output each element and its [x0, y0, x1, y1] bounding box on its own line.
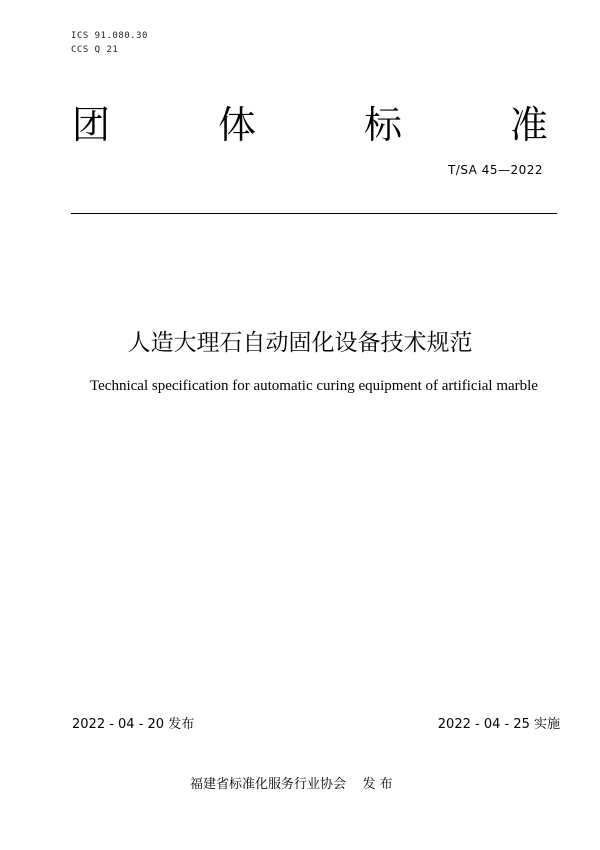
standard-type-char: 标	[363, 103, 402, 147]
english-title: Technical specification for automatic curing equipment of artificial marble	[90, 378, 538, 394]
implementation-date: 2022 - 04 - 25 实施	[437, 717, 560, 732]
standard-type-char: 准	[509, 103, 548, 147]
standard-type-char: 团	[72, 103, 111, 147]
standard-type-char: 体	[217, 103, 256, 147]
publisher: 福建省标准化服务行业协会 发 布	[190, 777, 393, 792]
issue-date: 2022 - 04 - 20 发布	[72, 717, 195, 732]
standard-type-heading	[72, 100, 548, 150]
standard-number: T/SA 45—2022	[447, 163, 543, 177]
header-divider	[71, 213, 557, 214]
ccs-code: CCS Q 21	[71, 45, 119, 55]
chinese-title: 人造大理石自动固化设备技术规范	[127, 330, 473, 356]
ics-code: ICS 91.080.30	[71, 31, 148, 41]
